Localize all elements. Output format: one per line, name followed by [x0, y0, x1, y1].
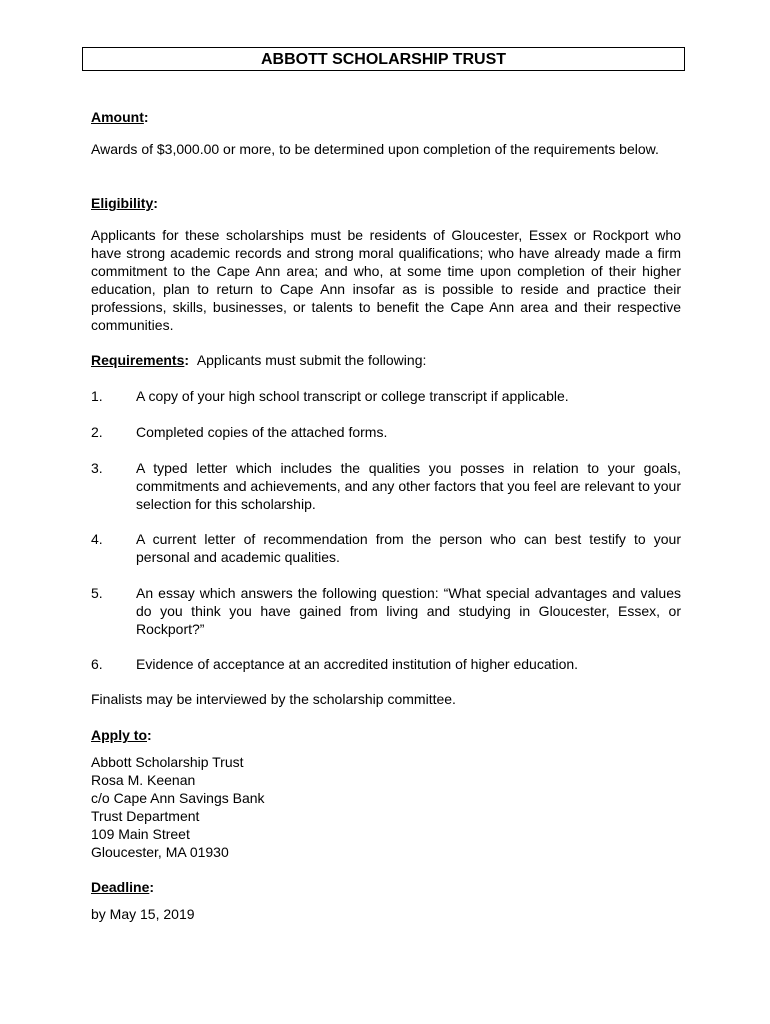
address-line: Rosa M. Keenan	[91, 772, 196, 788]
mailing-address	[91, 753, 265, 861]
requirements-line: Requirements: Applicants must submit the following:	[91, 352, 427, 368]
apply-to-heading: Apply to:	[91, 727, 152, 743]
document-title: ABBOTT SCHOLARSHIP TRUST	[82, 47, 685, 71]
requirements-intro: Applicants must submit the following:	[196, 352, 427, 368]
address-line: 109 Main Street	[91, 826, 190, 842]
address-line: c/o Cape Ann Savings Bank	[91, 790, 265, 806]
amount-text: Awards of $3,000.00 or more, to be determined upon completion of the requirements below.	[91, 141, 659, 157]
eligibility-text: Applicants for these scholarships must be residents of Gloucester, Essex or Rockport who have strong academic records and strong moral qualifications; who have already made a firm commitment to the Cape Ann area; and who, at some time upon completion of their higher education, plan to return to Cape Ann insofar as is possible to reside and practice their professions, skills, businesses, or talents to benefit the Cape Ann area and their respective communities.	[91, 227, 681, 333]
deadline-heading: Deadline:	[91, 879, 155, 895]
address-line: Abbott Scholarship Trust	[91, 754, 244, 770]
amount-heading: Amount:	[91, 109, 149, 125]
eligibility-heading: Eligibility:	[91, 195, 158, 211]
deadline-text: by May 15, 2019	[91, 906, 195, 922]
finalists-note: Finalists may be interviewed by the scholarship committee.	[91, 691, 456, 707]
address-line: Gloucester, MA 01930	[91, 844, 229, 860]
requirements-heading: Requirements	[91, 352, 185, 368]
address-line: Trust Department	[91, 808, 200, 824]
